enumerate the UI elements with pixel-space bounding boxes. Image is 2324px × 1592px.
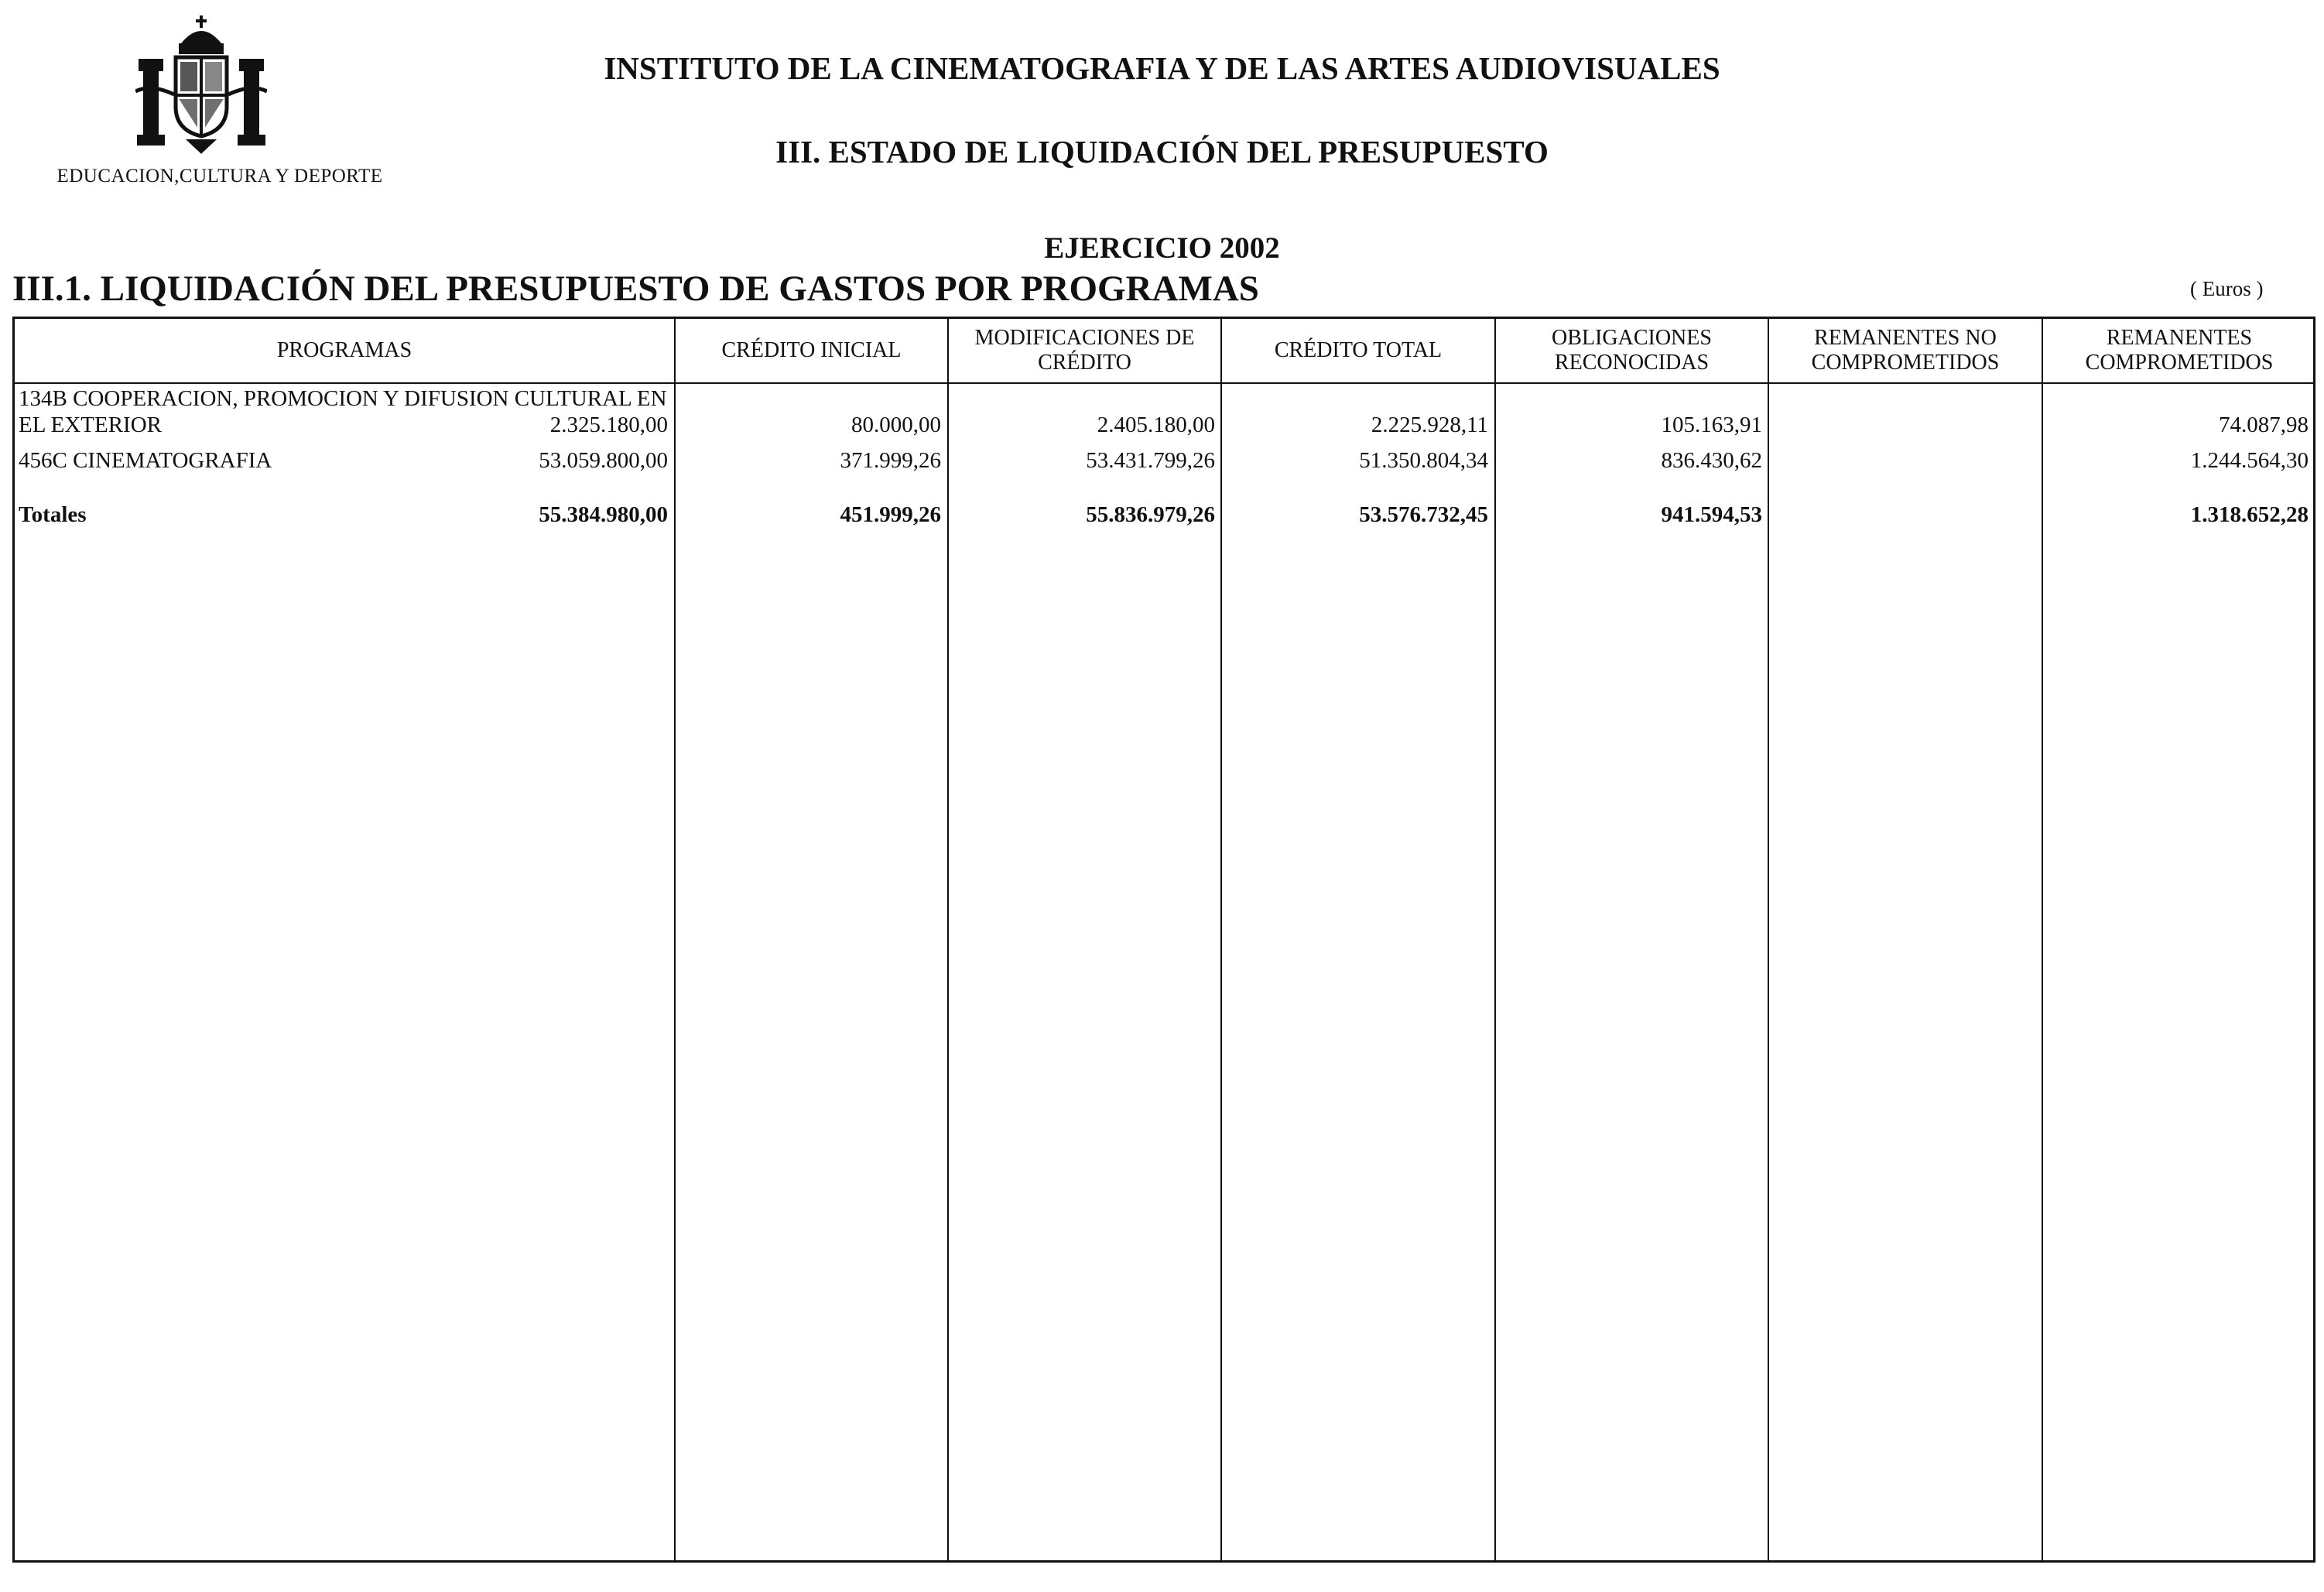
- ministry-name: EDUCACION,CULTURA Y DEPORTE: [56, 166, 383, 187]
- header-rule: [15, 382, 2313, 384]
- row-2-programa: 456C CINEMATOGRAFIA: [19, 448, 272, 473]
- row-1-credito-inicial: 2.325.180,00: [549, 413, 668, 437]
- col-header-remanentes-comprometidos: REMANENTES COMPROMETIDOS: [2085, 326, 2274, 375]
- fiscal-year: EJERCICIO 2002: [1044, 231, 1280, 265]
- col-header-remanentes-no-comprometidos: REMANENTES NO COMPROMETIDOS: [1811, 326, 2000, 375]
- totals-modificaciones: 451.999,26: [840, 502, 941, 527]
- currency-note: ( Euros ): [2190, 277, 2264, 300]
- totals-credito-inicial: 55.384.980,00: [539, 502, 668, 527]
- row-2-remanentes-comprometidos: 1.244.564,30: [2190, 448, 2309, 473]
- section-title: III.1. LIQUIDACIÓN DEL PRESUPUESTO DE GASTOS POR PROGRAMAS: [12, 269, 1259, 309]
- row-2-credito-inicial: 53.059.800,00: [539, 448, 668, 473]
- row-2-obligaciones: 51.350.804,34: [1359, 448, 1488, 473]
- column-divider: [1220, 319, 1222, 1560]
- totals-remanentes-comprometidos: 1.318.652,28: [2190, 502, 2309, 527]
- column-divider: [2042, 319, 2043, 1560]
- row-1-remanentes-comprometidos: 74.087,98: [2219, 413, 2309, 437]
- row-1-credito-total: 2.405.180,00: [1097, 413, 1215, 437]
- row-1-modificaciones: 80.000,00: [851, 413, 941, 437]
- institute-title: INSTITUTO DE LA CINEMATOGRAFIA Y DE LAS ARTES AUDIOVISUALES: [604, 50, 1720, 86]
- column-divider: [674, 319, 676, 1560]
- col-header-modificaciones: MODIFICACIONES DE CRÉDITO: [974, 326, 1195, 375]
- totals-remanentes-no-comprometidos: 941.594,53: [1661, 502, 1762, 527]
- row-1-remanentes-no-comprometidos: 105.163,91: [1661, 413, 1762, 437]
- totals-credito-total: 55.836.979,26: [1086, 502, 1215, 527]
- col-header-credito-total: CRÉDITO TOTAL: [1274, 338, 1443, 362]
- totals-label: Totales: [19, 502, 87, 527]
- row-1-programa: 134B COOPERACION, PROMOCION Y DIFUSION CULTURAL EN EL EXTERIOR: [19, 386, 667, 437]
- budget-table: [12, 317, 2315, 1563]
- column-divider: [947, 319, 949, 1560]
- row-2-modificaciones: 371.999,26: [840, 448, 941, 473]
- statement-title: III. ESTADO DE LIQUIDACIÓN DEL PRESUPUESTO: [775, 134, 1549, 169]
- col-header-obligaciones: OBLIGACIONES RECONOCIDAS: [1552, 326, 1712, 375]
- row-2-remanentes-no-comprometidos: 836.430,62: [1661, 448, 1762, 473]
- row-1-obligaciones: 2.225.928,11: [1371, 413, 1488, 437]
- col-header-programas: PROGRAMAS: [276, 338, 412, 362]
- row-2-credito-total: 53.431.799,26: [1086, 448, 1215, 473]
- column-divider: [1768, 319, 1769, 1560]
- totals-obligaciones: 53.576.732,45: [1359, 502, 1488, 527]
- column-divider: [1494, 319, 1496, 1560]
- col-header-credito-inicial: CRÉDITO INICIAL: [721, 338, 902, 362]
